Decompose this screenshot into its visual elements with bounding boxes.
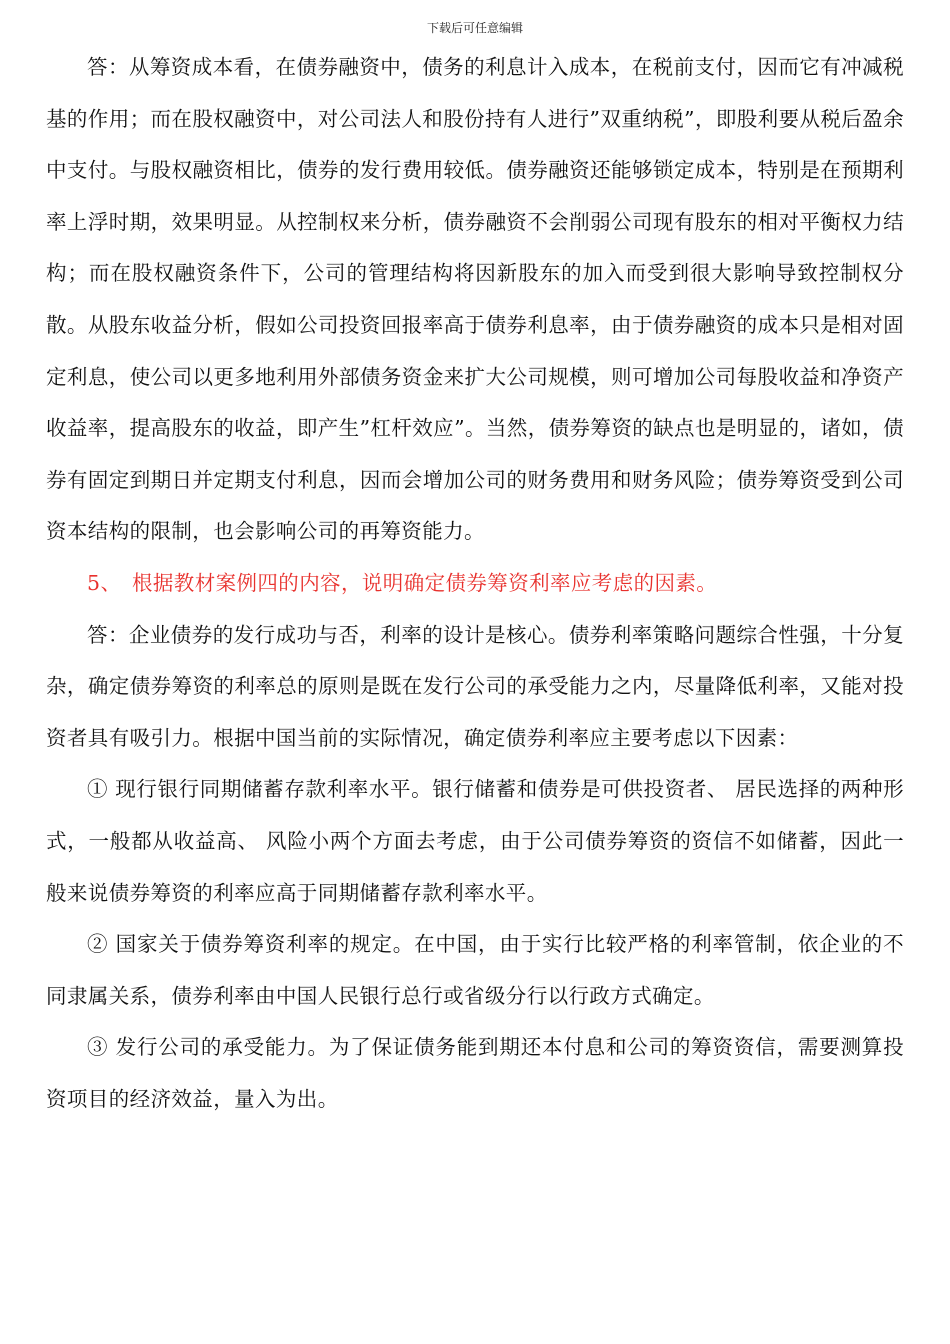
answer-paragraph-capital-cost: 答：从筹资成本看，在债券融资中，债务的利息计入成本，在税前支付，因而它有冲减税基的作用；而在股权融资中，对公司法人和股份持有人进行”双重纳税”，即股利要从税后盈余中支付。与股权融资相比，债券的发行费用较低。债券融资还能够锁定成本，特别是在预期利率上浮时期，效果明显。从控制权来分析，债券融资不会削弱公司现有股东的相对平衡权力结构；而在股权融资条件下，公司的管理结构将因新股东的加入而受到很大影响导致控制权分散。从股东收益分析，假如公司投资回报率高于债券利息率，由于债券融资的成本只是相对固定利息，使公司以更多地利用外部债务资金来扩大公司规模，则可增加公司每股收益和净资产收益率，提高股东的收益，即产生”杠杆效应”。当然，债券筹资的缺点也是明显的，诸如，债券有固定到期日并定期支付利息，因而会增加公司的财务费用和财务风险；债券筹资受到公司资本结构的限制，也会影响公司的再筹资能力。 [46, 55, 904, 544]
factor-item-2: ② 国家关于债券筹资利率的规定。在中国，由于实行比较严格的利率管制，依企业的不同隶属关系，债券利率由中国人民银行总行或省级分行以行政方式确定。 [46, 932, 904, 1008]
factor-item-3: ③ 发行公司的承受能力。为了保证债务能到期还本付息和公司的筹资资信，需要测算投资项目的经济效益，量入为出。 [46, 1035, 904, 1111]
factor-item-1: ① 现行银行同期储蓄存款利率水平。银行储蓄和债券是可供投资者、 居民选择的两种形式，一般都从收益高、 风险小两个方面去考虑，由于公司债券筹资的资信不如储蓄，因此一般来说债券筹资的利率应高于同期储蓄存款利率水平。 [46, 777, 904, 905]
document-body [46, 42, 904, 1125]
page-header: 下载后可任意编辑 [426, 21, 523, 35]
question-5-heading: 5、 根据教材案例四的内容，说明确定债券筹资利率应考虑的因素。 [87, 570, 718, 595]
answer-paragraph-interest-rate: 答：企业债券的发行成功与否，利率的设计是核心。债券利率策略问题综合性强，十分复杂，确定债券筹资的利率总的原则是既在发行公司的承受能力之内，尽量降低利率，又能对投资者具有吸引力。根据中国当前的实际情况，确定债券利率应主要考虑以下因素： [46, 622, 904, 750]
